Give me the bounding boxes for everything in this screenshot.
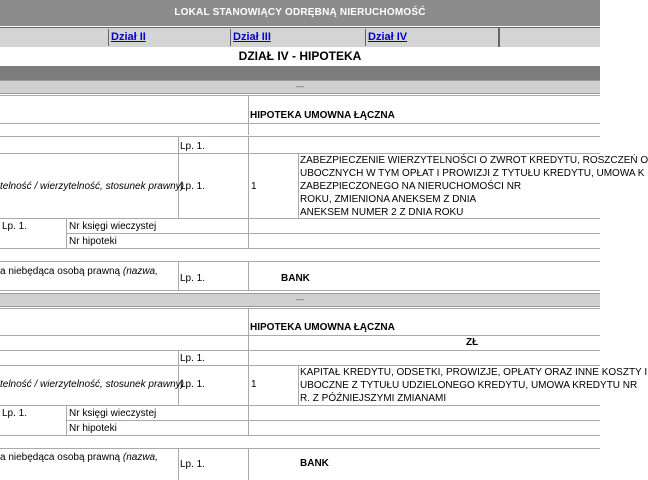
mortgage-type: HIPOTEKA UMOWNA ŁĄCZNA: [250, 110, 395, 121]
tab-dzial-ii[interactable]: [108, 29, 231, 46]
entity-label-note: (nazwa,: [122, 266, 158, 277]
row-divider: [0, 365, 600, 366]
row-divider: [0, 136, 600, 137]
row-divider: [0, 435, 600, 436]
tabs-divider: [498, 28, 500, 47]
row-divider: [0, 261, 600, 262]
sub-lp-label: Lp. 1.: [2, 221, 28, 232]
mortgage-number-label: Nr hipoteki: [69, 236, 117, 247]
tab-dzial-iv-link[interactable]: Dział IV: [368, 31, 408, 43]
entity-name: BANK: [300, 458, 329, 469]
row-divider: [66, 420, 600, 421]
row-divider: [66, 233, 600, 234]
tab-dzial-iv[interactable]: [365, 29, 498, 46]
lp-label: Lp. 1.: [180, 141, 206, 152]
entity-label: [0, 452, 158, 463]
column-divider: [248, 448, 249, 480]
entity-label-text: a niebędąca osobą prawną: [0, 452, 123, 463]
column-divider: [248, 308, 249, 350]
entry-separator: ---: [0, 293, 600, 307]
entity-label-note: (nazwa,: [122, 452, 158, 463]
claim-label: telność / wierzytelność, stosunek prawny): [0, 379, 184, 390]
claim-text-line: UBOCZNYCH W TYM OPŁAT I PROWIZJI Z TYTUŁU KREDYTU, UMOWA K: [300, 168, 645, 179]
claim-text-line: ANEKSEM NUMER 2 Z DNIA ROKU: [300, 207, 464, 218]
section-tabs: [0, 27, 600, 48]
claim-number: 1: [251, 379, 257, 390]
claim-lp-label: Lp. 1.: [180, 379, 206, 390]
row-divider: [0, 95, 600, 96]
column-divider: [178, 350, 179, 405]
row-divider: [0, 153, 600, 154]
row-divider: [0, 448, 600, 449]
row-divider: [0, 350, 600, 351]
column-divider: [248, 350, 249, 405]
mortgage-type: HIPOTEKA UMOWNA ŁĄCZNA: [250, 322, 395, 333]
tab-dzial-ii-link[interactable]: Dział II: [111, 31, 146, 43]
claim-text-line: ZABEZPIECZONEGO NA NIERUCHOMOŚCI NR: [300, 181, 522, 192]
row-divider: [0, 308, 600, 309]
row-divider: [0, 218, 600, 219]
row-divider: [0, 290, 600, 291]
entity-name: BANK: [281, 273, 310, 284]
claim-text-line: R. Z PÓŹNIEJSZYMI ZMIANAMI: [300, 393, 447, 404]
document-header: LOKAL STANOWIĄCY ODRĘBNĄ NIERUCHOMOŚĆ: [0, 0, 600, 26]
sub-lp-label: Lp. 1.: [2, 408, 28, 419]
row-divider: [0, 123, 600, 124]
column-divider: [248, 95, 249, 135]
entity-label: [0, 266, 158, 277]
column-divider: [248, 136, 249, 218]
row-divider: [0, 335, 600, 336]
column-divider: [248, 261, 249, 291]
tab-dzial-iii[interactable]: [230, 29, 366, 46]
kw-number-label: Nr księgi wieczystej: [69, 221, 157, 232]
row-divider: [0, 405, 600, 406]
entity-lp-label: Lp. 1.: [180, 273, 206, 284]
column-divider: [178, 448, 179, 480]
lp-label: Lp. 1.: [180, 353, 206, 364]
claim-text-line: ZABEZPIECZENIE WIERZYTELNOŚCI O ZWROT KREDYTU, ROSZCZEŃ O: [300, 155, 648, 166]
tab-dzial-iii-link[interactable]: Dział III: [233, 31, 271, 43]
claim-text-line: KAPITAŁ KREDYTU, ODSETKI, PROWIZJE, OPŁATY ORAZ INNE KOSZTY I: [300, 367, 648, 378]
section-header-bar: [0, 66, 600, 80]
entry-separator: ---: [0, 80, 600, 94]
claim-text-line: UBOCZNE Z TYTUŁU UDZIELONEGO KREDYTU, UMOWA KREDYTU NR: [300, 380, 638, 391]
currency-label: ZŁ: [466, 337, 479, 348]
entity-lp-label: Lp. 1.: [180, 459, 206, 470]
entity-label-text: a niebędąca osobą prawną: [0, 266, 123, 277]
mortgage-number-label: Nr hipoteki: [69, 423, 117, 434]
page-title: DZIAŁ IV - HIPOTEKA: [0, 47, 600, 65]
claim-number: 1: [251, 181, 257, 192]
column-divider: [178, 261, 179, 291]
column-divider: [178, 136, 179, 218]
row-divider: [0, 248, 600, 249]
claim-label: telność / wierzytelność, stosunek prawny): [0, 181, 184, 192]
kw-number-label: Nr księgi wieczystej: [69, 408, 157, 419]
claim-text-line: ROKU, ZMIENIONA ANEKSEM Z DNIA: [300, 194, 477, 205]
column-divider: [298, 153, 299, 218]
claim-lp-label: Lp. 1.: [180, 181, 206, 192]
column-divider: [298, 365, 299, 405]
